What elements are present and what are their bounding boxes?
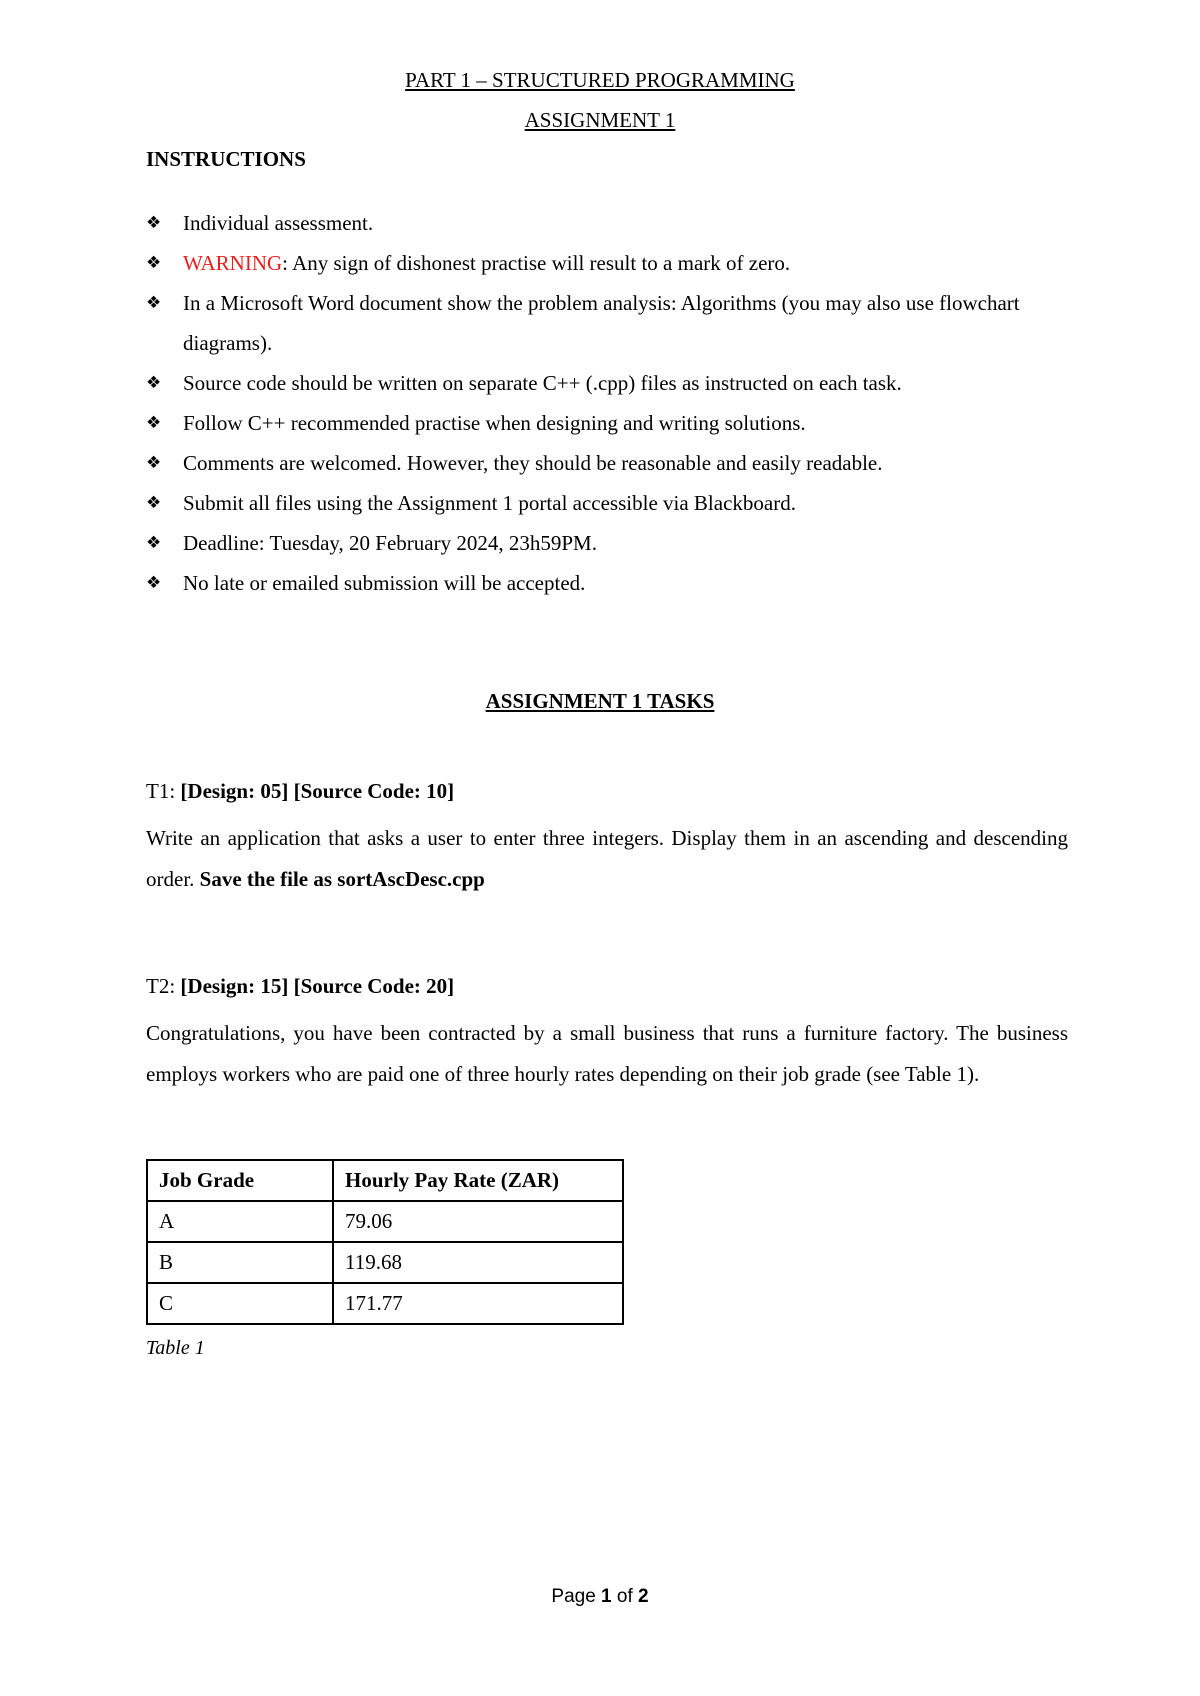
footer-total-pages: 2 (638, 1586, 649, 1607)
footer-of-word: of (611, 1586, 639, 1607)
list-item (146, 283, 1076, 363)
task1-save-note: Save the file as sortAscDesc.cpp (199, 867, 485, 891)
task2-design-marks: [Design: 15] (180, 974, 289, 998)
page-footer (0, 1586, 1200, 1608)
table-cell: 119.68 (333, 1242, 623, 1283)
warning-text: : Any sign of dishonest practise will result to a mark of zero. (282, 251, 791, 275)
task2-description: Congratulations, you have been contracted by a small business that runs a furniture factory. The business employs workers who are paid one of three hourly rates depending on their job grade (see Table 1). (146, 1021, 1068, 1086)
task1-heading (146, 779, 454, 804)
task1-label: T1: (146, 779, 181, 803)
instruction-text: Individual assessment. (183, 211, 374, 235)
diamond-bullet-icon: ❖ (146, 413, 162, 433)
diamond-bullet-icon: ❖ (146, 533, 162, 553)
list-item (146, 563, 1076, 603)
list-item (146, 363, 1076, 403)
table-header-cell: Job Grade (147, 1160, 333, 1201)
list-item (146, 523, 1076, 563)
table-row (147, 1242, 623, 1283)
warning-label: WARNING (183, 251, 283, 275)
instruction-text: Follow C++ recommended practise when designing and writing solutions. (183, 411, 806, 435)
list-item (146, 443, 1076, 483)
list-item (146, 403, 1076, 443)
list-item (146, 203, 1076, 243)
instruction-text: In a Microsoft Word document show the problem analysis: Algorithms (you may also use flowchart diagrams). (183, 291, 1020, 355)
tasks-heading: ASSIGNMENT 1 TASKS (485, 689, 715, 713)
task2-heading (146, 974, 454, 999)
diamond-bullet-icon: ❖ (146, 573, 162, 593)
instructions-list (146, 203, 1076, 603)
diamond-bullet-icon: ❖ (146, 213, 162, 233)
table-header-row (147, 1160, 623, 1201)
diamond-bullet-icon: ❖ (146, 373, 162, 393)
instruction-text: Source code should be written on separate C++ (.cpp) files as instructed on each task. (183, 371, 902, 395)
footer-page-word: Page (551, 1586, 602, 1607)
task1-source-marks: [Source Code: 10] (293, 779, 455, 803)
table-cell: 79.06 (333, 1201, 623, 1242)
table-cell: 171.77 (333, 1283, 623, 1324)
diamond-bullet-icon: ❖ (146, 453, 162, 473)
list-item (146, 483, 1076, 523)
diamond-bullet-icon: ❖ (146, 293, 162, 313)
table-row (147, 1201, 623, 1242)
footer-current-page: 1 (601, 1586, 612, 1607)
pay-rate-table (146, 1159, 624, 1325)
instruction-text: No late or emailed submission will be accepted. (183, 571, 586, 595)
assignment-title: ASSIGNMENT 1 (524, 108, 676, 132)
instruction-text: Submit all files using the Assignment 1 portal accessible via Blackboard. (183, 491, 796, 515)
task1-body: Write an application that asks a user to enter three integers. Display them in an ascending and descending order. (146, 826, 1068, 891)
table-cell: C (147, 1283, 333, 1324)
table-row (147, 1283, 623, 1324)
task2-label: T2: (146, 974, 181, 998)
table-cell: B (147, 1242, 333, 1283)
instruction-text: Comments are welcomed. However, they should be reasonable and easily readable. (183, 451, 883, 475)
diamond-bullet-icon: ❖ (146, 253, 162, 273)
task1-design-marks: [Design: 05] (180, 779, 289, 803)
task1-description (146, 818, 1068, 900)
instructions-heading: INSTRUCTIONS (146, 147, 306, 171)
diamond-bullet-icon: ❖ (146, 493, 162, 513)
table-cell: A (147, 1201, 333, 1242)
deadline-text: Deadline: Tuesday, 20 February 2024, 23h59PM. (183, 531, 597, 555)
part-title: PART 1 – STRUCTURED PROGRAMMING (405, 68, 795, 92)
table-caption: Table 1 (146, 1337, 205, 1359)
table-header-cell: Hourly Pay Rate (ZAR) (333, 1160, 623, 1201)
list-item (146, 243, 1076, 283)
task2-source-marks: [Source Code: 20] (293, 974, 455, 998)
